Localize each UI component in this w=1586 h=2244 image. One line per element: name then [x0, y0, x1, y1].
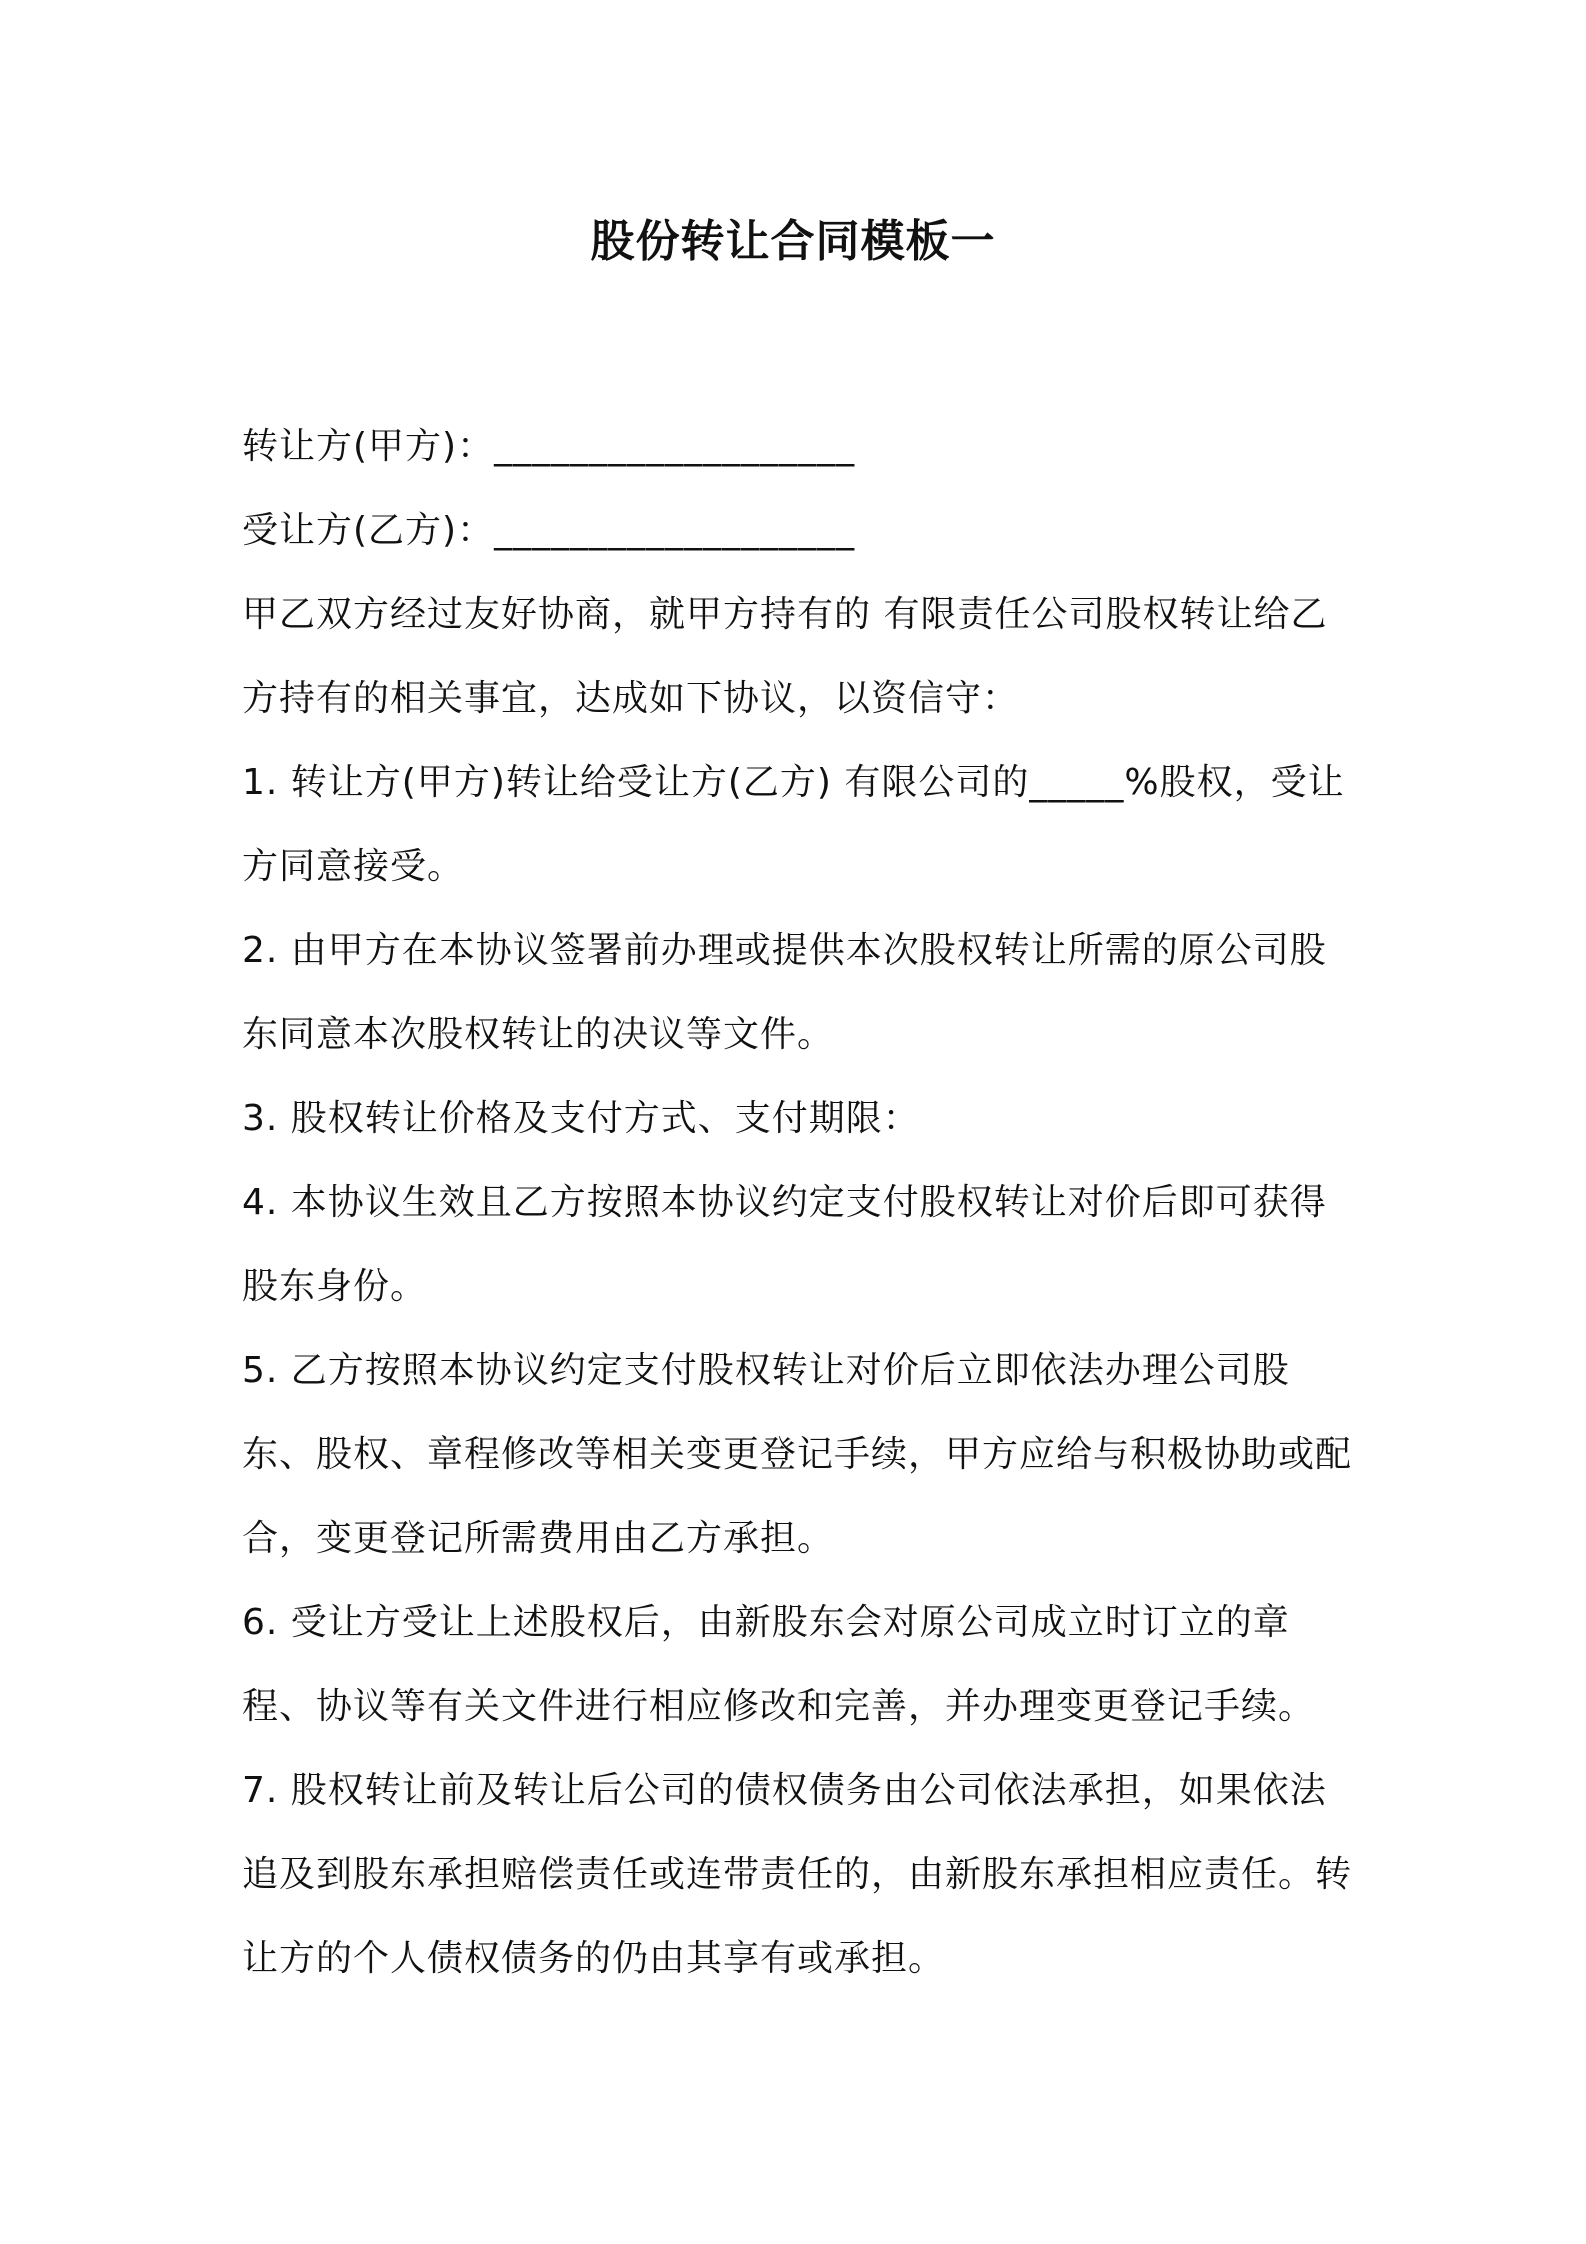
- document-body: [242, 405, 1362, 2001]
- clause-1: 1. 转让方(甲方)转让给受让方(乙方) 有限公司的_____%股权，受让方同意接受。: [242, 762, 1345, 887]
- clause-7: 7. 股权转让前及转让后公司的债权债务由公司依法承担，如果依法追及到股东承担赔偿责任或连带责任的，由新股东承担相应责任。转让方的个人债权债务的仍由其享有或承担。: [242, 1770, 1353, 1979]
- intro-paragraph: 甲乙双方经过友好协商，就甲方持有的 有限责任公司股权转让给乙方持有的相关事宜，达成如下协议，以资信守：: [242, 594, 1328, 719]
- clause-5: 5. 乙方按照本协议约定支付股权转让对价后立即依法办理公司股东、股权、章程修改等相关变更登记手续，甲方应给与积极协助或配合，变更登记所需费用由乙方承担。: [242, 1350, 1353, 1559]
- document-title: 股份转让合同模板一: [590, 216, 996, 267]
- transferor-line: 转让方(甲方)：___________________: [242, 426, 856, 467]
- clause-6: 6. 受让方受让上述股权后，由新股东会对原公司成立时订立的章程、协议等有关文件进行相应修改和完善，并办理变更登记手续。: [242, 1602, 1316, 1727]
- clause-4: 4. 本协议生效且乙方按照本协议约定支付股权转让对价后即可获得股东身份。: [242, 1182, 1327, 1307]
- transferee-line: 受让方(乙方)：___________________: [242, 510, 856, 551]
- clause-2: 2. 由甲方在本协议签署前办理或提供本次股权转让所需的原公司股东同意本次股权转让的决议等文件。: [242, 930, 1327, 1055]
- clause-3: 3. 股权转让价格及支付方式、支付期限：: [242, 1098, 920, 1139]
